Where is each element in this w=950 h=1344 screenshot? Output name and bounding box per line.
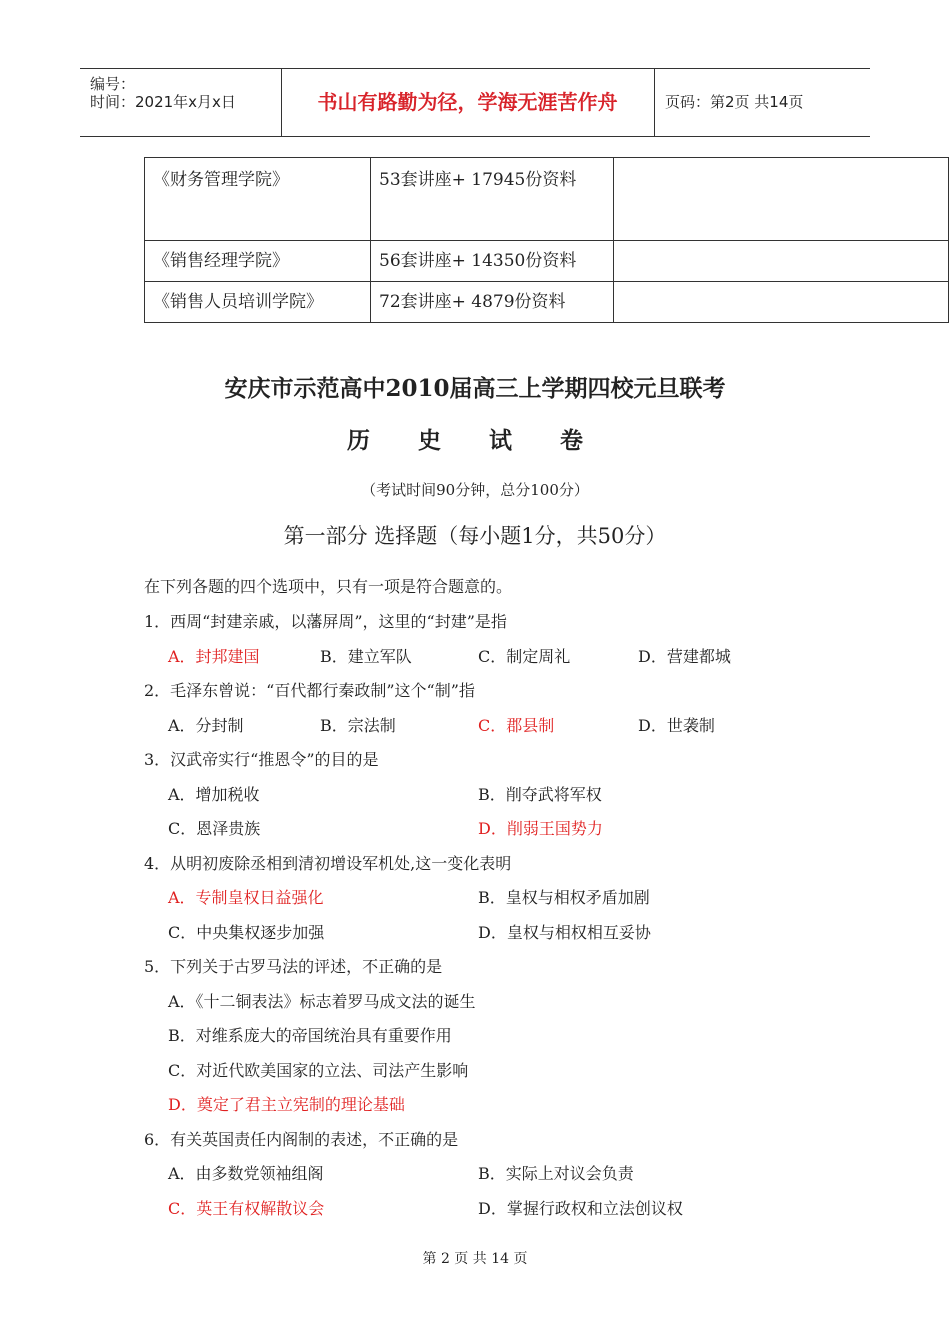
option: A．增加税收 — [168, 785, 260, 804]
resource-extra — [614, 241, 949, 282]
resource-name: 《销售人员培训学院》 — [145, 282, 371, 323]
question-stem: 5．下列关于古罗马法的评述，不正确的是 — [144, 957, 443, 976]
option: B．建立军队 — [320, 647, 412, 666]
option: A．《十二铜表法》标志着罗马成文法的诞生 — [168, 992, 476, 1011]
resource-table — [144, 157, 949, 323]
header-meta-cell — [80, 69, 282, 136]
resource-content: 53套讲座+ 17945份资料 — [371, 158, 614, 241]
option: B．皇权与相权矛盾加剧 — [478, 888, 650, 907]
correct-option: D．削弱王国势力 — [478, 819, 603, 838]
exam-title: 安庆市示范高中2010届高三上学期四校元旦联考 — [224, 375, 726, 402]
part-title: 第一部分 选择题（每小题1分，共50分） — [283, 524, 667, 548]
resource-extra — [614, 158, 949, 241]
option: D．皇权与相权相互妥协 — [478, 923, 651, 942]
page-header — [80, 68, 870, 137]
correct-option: C．英王有权解散议会 — [168, 1199, 325, 1218]
table-row — [145, 282, 949, 323]
option: A．由多数党领袖组阁 — [168, 1164, 324, 1183]
correct-option: C．郡县制 — [478, 716, 555, 735]
number-label: 编号： — [90, 75, 136, 93]
correct-option: A．封邦建国 — [168, 647, 260, 666]
header-motto: 书山有路勤为径，学海无涯苦作舟 — [317, 90, 618, 114]
resource-name: 《销售经理学院》 — [145, 241, 371, 282]
resource-extra — [614, 282, 949, 323]
option: B．削夺武将军权 — [478, 785, 602, 804]
question-stem: 2．毛泽东曾说：“百代都行秦政制”这个“制”指 — [144, 681, 475, 700]
question-stem: 6．有关英国责任内阁制的表述，不正确的是 — [144, 1130, 459, 1149]
table-row — [145, 241, 949, 282]
option: D．世袭制 — [638, 716, 715, 735]
page-label: 页码：第2页 共14页 — [665, 93, 804, 111]
resource-content: 56套讲座+ 14350份资料 — [371, 241, 614, 282]
option: D．掌握行政权和立法创议权 — [478, 1199, 683, 1218]
correct-option: A．专制皇权日益强化 — [168, 888, 324, 907]
correct-option: D．奠定了君主立宪制的理论基础 — [168, 1095, 405, 1114]
option: A．分封制 — [168, 716, 244, 735]
option: C．中央集权逐步加强 — [168, 923, 325, 942]
instruction: 在下列各题的四个选项中，只有一项是符合题意的。 — [144, 577, 513, 596]
page-footer: 第 2 页 共 14 页 — [422, 1251, 528, 1267]
exam-info: （考试时间90分钟，总分100分） — [361, 481, 589, 499]
option: B．宗法制 — [320, 716, 396, 735]
option: B．实际上对议会负责 — [478, 1164, 634, 1183]
option: C．制定周礼 — [478, 647, 571, 666]
resource-content: 72套讲座+ 4879份资料 — [371, 282, 614, 323]
time-label: 时间：2021年x月x日 — [90, 93, 236, 111]
header-page-cell — [654, 69, 871, 136]
resource-name: 《财务管理学院》 — [145, 158, 371, 241]
question-stem: 3．汉武帝实行“推恩令”的目的是 — [144, 750, 379, 769]
option: B．对维系庞大的帝国统治具有重要作用 — [168, 1026, 452, 1045]
option: C．对近代欧美国家的立法、司法产生影响 — [168, 1061, 469, 1080]
exam-subject: 历 史 试 卷 — [346, 427, 604, 454]
table-row — [145, 158, 949, 241]
option: D．营建都城 — [638, 647, 731, 666]
option: C．恩泽贵族 — [168, 819, 261, 838]
question-stem: 1．西周“封建亲戚，以藩屏周”，这里的“封建”是指 — [144, 612, 507, 631]
question-stem: 4．从明初废除丞相到清初增设军机处,这一变化表明 — [144, 854, 512, 873]
